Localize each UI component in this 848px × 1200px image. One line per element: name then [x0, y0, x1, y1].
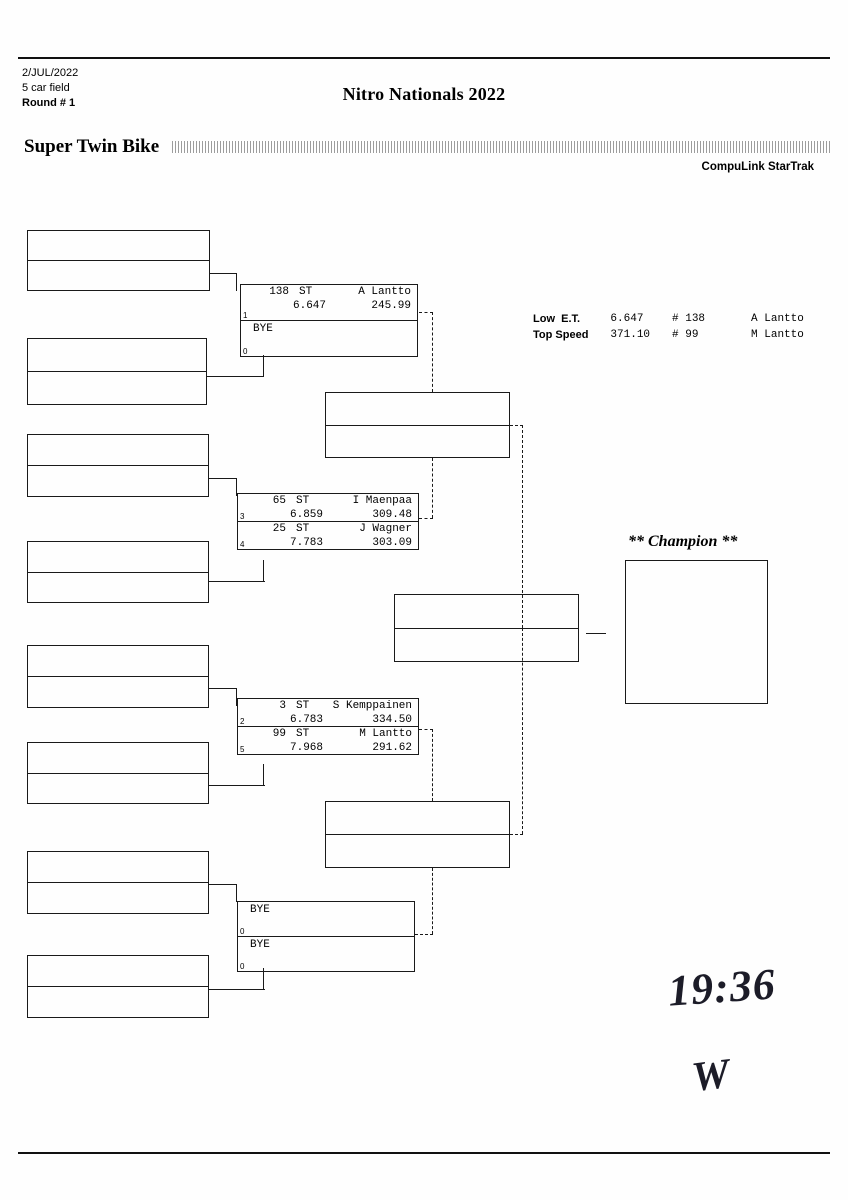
class-code: ST: [296, 700, 310, 712]
elapsed-time: 7.968: [290, 741, 324, 754]
entry-box[interactable]: [27, 645, 209, 708]
connector: [207, 376, 264, 377]
timing-system-label: CompuLink StarTrak: [701, 161, 814, 173]
connector: [236, 273, 237, 291]
connector: [263, 560, 264, 582]
seed: 2: [240, 716, 245, 726]
connector-dashed: [432, 868, 433, 934]
connector: [209, 478, 237, 479]
connector-dashed: [432, 729, 433, 801]
stats-value: 6.647: [610, 313, 644, 325]
table-row[interactable]: [237, 493, 419, 550]
entry-box[interactable]: [27, 230, 210, 291]
connector: [236, 884, 237, 902]
elapsed-time: 7.783: [290, 536, 324, 549]
stats-value: 371.10: [610, 329, 651, 341]
table-row[interactable]: [240, 284, 418, 357]
stats-car: # 138: [672, 313, 706, 325]
elapsed-time: 6.647: [293, 300, 327, 312]
connector: [586, 633, 606, 634]
stats-row: [533, 329, 804, 345]
driver-name: A Lantto: [358, 286, 411, 298]
connector-dashed: [419, 312, 433, 313]
handwritten-time: 19:36: [666, 959, 778, 1016]
seed: 3: [240, 511, 245, 521]
elapsed-time: 6.783: [290, 714, 324, 726]
stats-car: # 99: [672, 329, 699, 341]
speed: 291.62: [372, 741, 412, 754]
top-divider: [18, 57, 830, 59]
connector-dashed: [419, 518, 433, 519]
stats-driver: A Lantto: [751, 313, 804, 325]
elapsed-time: 6.859: [290, 509, 324, 521]
connector-dashed: [419, 729, 433, 730]
bye-label: BYE: [250, 938, 270, 951]
car-number: 3: [279, 700, 286, 712]
event-title: Nitro Nationals 2022: [342, 84, 506, 104]
car-number: 99: [272, 727, 286, 740]
connector-dashed: [415, 934, 433, 935]
stats-block: [533, 313, 804, 345]
round2-box[interactable]: [325, 392, 510, 458]
seed: 0: [240, 962, 245, 971]
class-title-rule: [172, 141, 830, 153]
handwritten-initials: W: [689, 1050, 733, 1102]
car-number: 138: [269, 286, 289, 298]
entry-box[interactable]: [27, 338, 207, 405]
stats-driver: M Lantto: [751, 329, 804, 341]
bye-label: BYE: [253, 322, 273, 335]
seed: 0: [243, 347, 248, 356]
champion-box[interactable]: [625, 560, 768, 704]
entry-box[interactable]: [27, 742, 209, 804]
connector: [209, 989, 265, 990]
connector-dashed: [510, 425, 523, 426]
seed: 0: [240, 926, 245, 936]
seed: 1: [243, 310, 248, 320]
driver-name: J Wagner: [359, 522, 412, 535]
speed: 309.48: [372, 509, 412, 521]
connector-dashed: [522, 628, 523, 834]
final-box[interactable]: [394, 594, 579, 662]
connector: [209, 884, 237, 885]
stats-label: Low E.T.: [533, 313, 581, 325]
speed: 245.99: [371, 300, 411, 312]
connector-dashed: [510, 834, 523, 835]
class-code: ST: [296, 727, 310, 740]
driver-name: M Lantto: [359, 727, 412, 740]
bye-label: BYE: [250, 904, 270, 916]
stats-row: [533, 313, 804, 329]
bottom-divider: [18, 1152, 830, 1154]
connector-dashed: [432, 458, 433, 518]
header-date: 2/JUL/2022: [22, 67, 79, 79]
class-code: ST: [296, 495, 310, 507]
connector: [209, 581, 265, 582]
header-round: Round # 1: [22, 97, 76, 109]
speed: 303.09: [372, 536, 412, 549]
class-code: ST: [296, 522, 310, 535]
stats-label: Top Speed: [533, 329, 589, 341]
entry-box[interactable]: [27, 434, 209, 497]
entry-box[interactable]: [27, 955, 209, 1018]
connector: [263, 355, 264, 377]
speed: 334.50: [372, 714, 412, 726]
entry-box[interactable]: [27, 851, 209, 914]
driver-name: S Kemppainen: [332, 700, 412, 712]
round2-box[interactable]: [325, 801, 510, 868]
table-row[interactable]: [237, 901, 415, 972]
header-field: 5 car field: [22, 82, 70, 94]
connector: [209, 688, 237, 689]
class-title: Super Twin Bike: [24, 136, 160, 157]
champion-label: ** Champion **: [628, 533, 738, 550]
connector: [263, 764, 264, 786]
car-number: 25: [272, 522, 286, 535]
table-row[interactable]: [237, 698, 419, 755]
car-number: 65: [272, 495, 286, 507]
connector-dashed: [432, 312, 433, 392]
seed: 5: [240, 745, 245, 754]
driver-name: I Maenpaa: [352, 495, 412, 507]
entry-box[interactable]: [27, 541, 209, 603]
connector: [209, 785, 265, 786]
connector: [209, 273, 237, 274]
connector-dashed: [522, 425, 523, 628]
class-code: ST: [299, 286, 313, 298]
seed: 4: [240, 540, 245, 549]
